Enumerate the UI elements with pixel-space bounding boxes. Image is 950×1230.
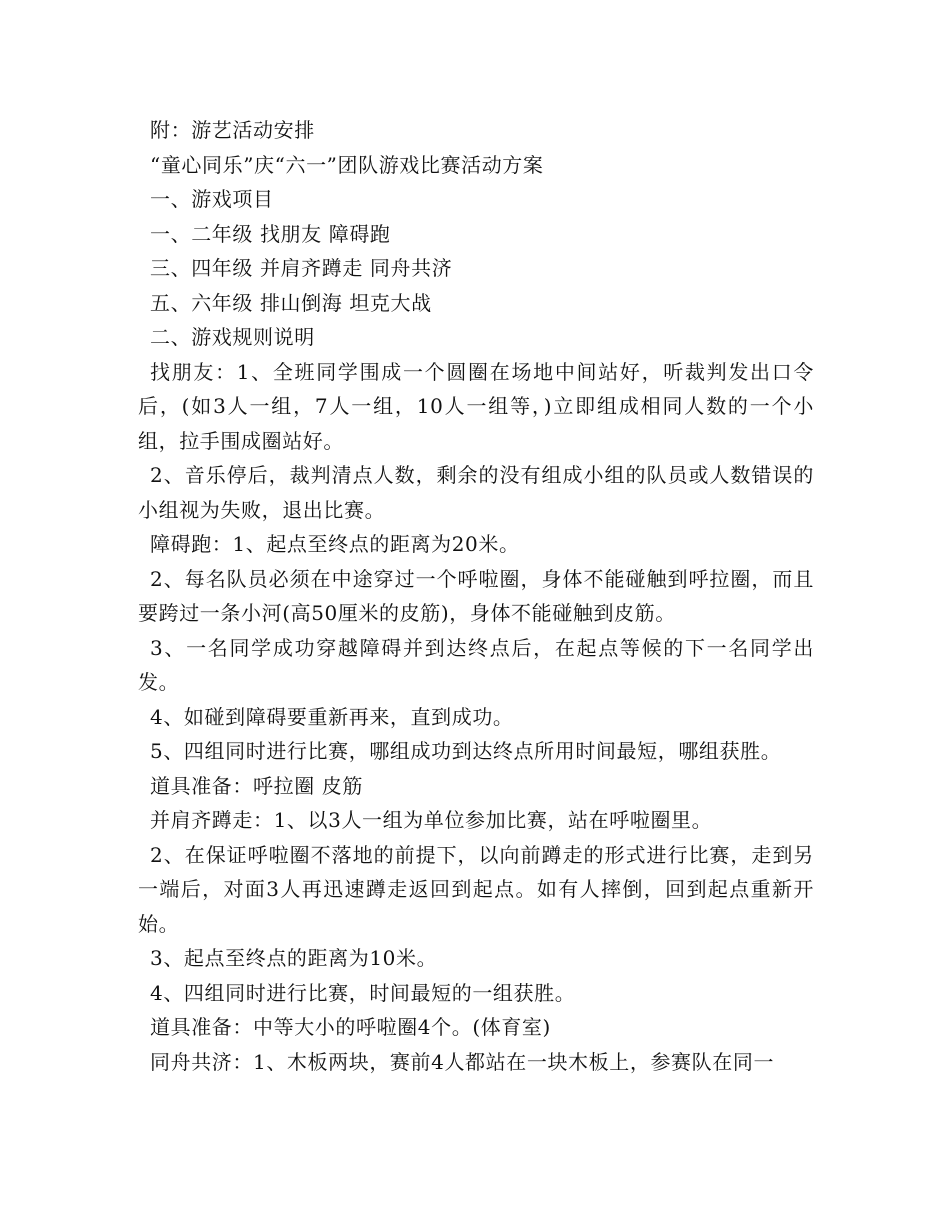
rule-obstacle-run-1: 障碍跑：1、起点至终点的距离为20米。 [150, 532, 520, 556]
rule-squat-walk-1: 并肩齐蹲走：1、以3人一组为单位参加比赛，站在呼啦圈里。 [150, 808, 713, 832]
rule-obstacle-run-4: 4、如碰到障碍要重新再来，直到成功。 [150, 704, 514, 729]
props-squat-walk: 道具准备：中等大小的呼啦圈4个。(体育室) [150, 1015, 551, 1039]
rule-squat-walk-3: 3、起点至终点的距离为10米。 [150, 946, 438, 970]
document-body [138, 113, 814, 1079]
section-heading-rules: 二、游戏规则说明 [150, 325, 315, 349]
grade-3-4-games: 三、四年级 并肩齐蹲走 同舟共济 [150, 256, 453, 280]
section-heading-items: 一、游戏项目 [150, 187, 274, 211]
rule-find-friends-1: 找朋友：1、全班同学围成一个圆圈在场地中间站好，听裁判发出口令后，(如3人一组，7人一组，10人一组等，)立即组成相同人数的一个小组，拉手围成圈站好。 [138, 359, 814, 453]
props-obstacle-run: 道具准备：呼拉圈 皮筋 [150, 773, 363, 798]
attachment-heading: 附：游艺活动安排 [150, 118, 315, 142]
rule-squat-walk-4: 4、四组同时进行比赛，时间最短的一组获胜。 [150, 980, 576, 1005]
rule-obstacle-run-3: 3、一名同学成功穿越障碍并到达终点后，在起点等候的下一名同学出发。 [138, 635, 814, 694]
grade-1-2-games: 一、二年级 找朋友 障碍跑 [150, 221, 391, 246]
rule-obstacle-run-5: 5、四组同时进行比赛，哪组成功到达终点所用时间最短，哪组获胜。 [150, 739, 782, 763]
rule-find-friends-2: 2、音乐停后，裁判清点人数，剩余的没有组成小组的队员或人数错误的小组视为失败，退出比赛。 [138, 463, 814, 522]
rule-same-boat-1: 同舟共济：1、木板两块，赛前4人都站在一块木板上，参赛队在同一 [150, 1049, 775, 1074]
plan-title: “童心同乐”庆“六一”团队游戏比赛活动方案 [150, 152, 544, 177]
grade-5-6-games: 五、六年级 排山倒海 坦克大战 [150, 290, 432, 315]
rule-squat-walk-2: 2、在保证呼啦圈不落地的前提下，以向前蹲走的形式进行比赛，走到另一端后，对面3人再迅速蹲走返回到起点。如有人摔倒，回到起点重新开始。 [138, 842, 814, 936]
rule-obstacle-run-2: 2、每名队员必须在中途穿过一个呼啦圈，身体不能碰触到呼拉圈，而且要跨过一条小河(高50厘米的皮筋)，身体不能碰触到皮筋。 [138, 566, 814, 625]
